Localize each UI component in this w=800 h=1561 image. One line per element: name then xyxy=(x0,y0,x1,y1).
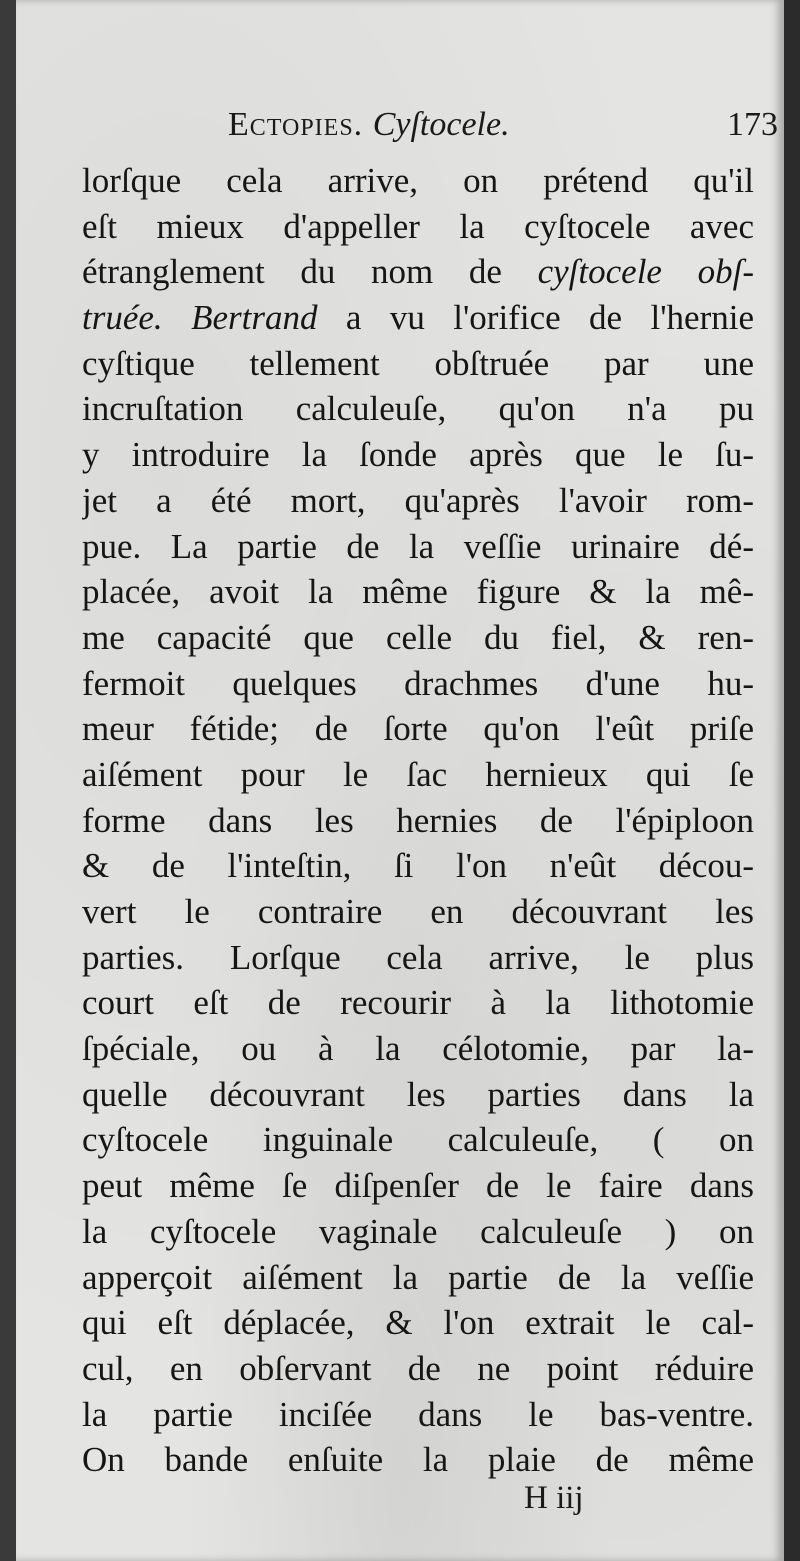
text-line: forme dans les hernies de l'épiploon xyxy=(82,800,754,840)
running-head-title xyxy=(228,106,510,144)
text-line: incruſtation calculeuſe, qu'on n'a pu xyxy=(82,389,754,429)
author-name: Bertrand xyxy=(191,298,318,338)
text-line: meur fétide; de ſorte qu'on l'eût priſe xyxy=(82,709,754,749)
italic-term: truée. xyxy=(82,298,192,338)
text-line: pue. La partie de la veſſie urinaire dé- xyxy=(82,526,754,566)
signature-mark: H iij xyxy=(524,1480,584,1516)
text-line xyxy=(82,249,754,295)
running-head xyxy=(228,106,788,154)
text-line: quelle découvrant les parties dans la xyxy=(82,1074,754,1114)
text-line: qui eſt déplacée, & l'on extrait le cal- xyxy=(82,1303,754,1343)
book-page xyxy=(16,0,784,1561)
text-line: fermoit quelques drachmes d'une hu- xyxy=(82,663,754,703)
text-line: court eſt de recourir à la lithotomie xyxy=(82,983,754,1023)
text-segment: a vu l'orifice de l'hernie xyxy=(317,298,754,338)
text-line: vert le contraire en découvrant les xyxy=(82,892,754,931)
text-line: apperçoit aiſément la partie de la veſſie xyxy=(82,1257,754,1297)
text-line: parties. Lorſque cela arrive, le plus xyxy=(82,937,754,977)
chapter-subtitle: Cyſtocele. xyxy=(372,106,510,143)
chapter-title: Ectopies. xyxy=(228,106,364,143)
text-line: peut même ſe diſpenſer de le faire dans xyxy=(82,1166,754,1206)
body-text xyxy=(82,158,754,1483)
text-line: On bande enſuite la plaie de même xyxy=(82,1440,754,1480)
text-line xyxy=(82,295,754,341)
text-segment: étranglement du nom de xyxy=(82,252,538,292)
text-line: & de l'inteſtin, ſi l'on n'eût décou- xyxy=(82,846,754,886)
text-line: cul, en obſervant de ne point réduire xyxy=(82,1348,754,1388)
text-line: me capacité que celle du fiel, & ren- xyxy=(82,617,754,657)
page-edge-shadow xyxy=(784,0,800,1561)
text-line: aiſément pour le ſac hernieux qui ſe xyxy=(82,754,754,794)
text-line: lorſque cela arrive, on prétend qu'il xyxy=(82,161,754,200)
text-line: y introduire la ſonde après que le ſu- xyxy=(82,435,754,475)
text-line: jet a été mort, qu'après l'avoir rom- xyxy=(82,480,754,520)
text-line: ſpéciale, ou à la célotomie, par la- xyxy=(82,1029,754,1069)
text-line: la cyſtocele vaginale calculeuſe ) on xyxy=(82,1211,754,1251)
text-line: cyſtique tellement obſtruée par une xyxy=(82,343,754,383)
text-line: la partie inciſée dans le bas-ventre. xyxy=(82,1394,754,1434)
text-line: placée, avoit la même figure & la mê- xyxy=(82,572,754,612)
text-line: eſt mieux d'appeller la cyſtocele avec xyxy=(82,206,754,246)
text-line: cyſtocele inguinale calculeuſe, ( on xyxy=(82,1120,754,1160)
italic-term: cyſtocele obſ- xyxy=(537,252,754,292)
page-number: 173 xyxy=(727,106,778,143)
